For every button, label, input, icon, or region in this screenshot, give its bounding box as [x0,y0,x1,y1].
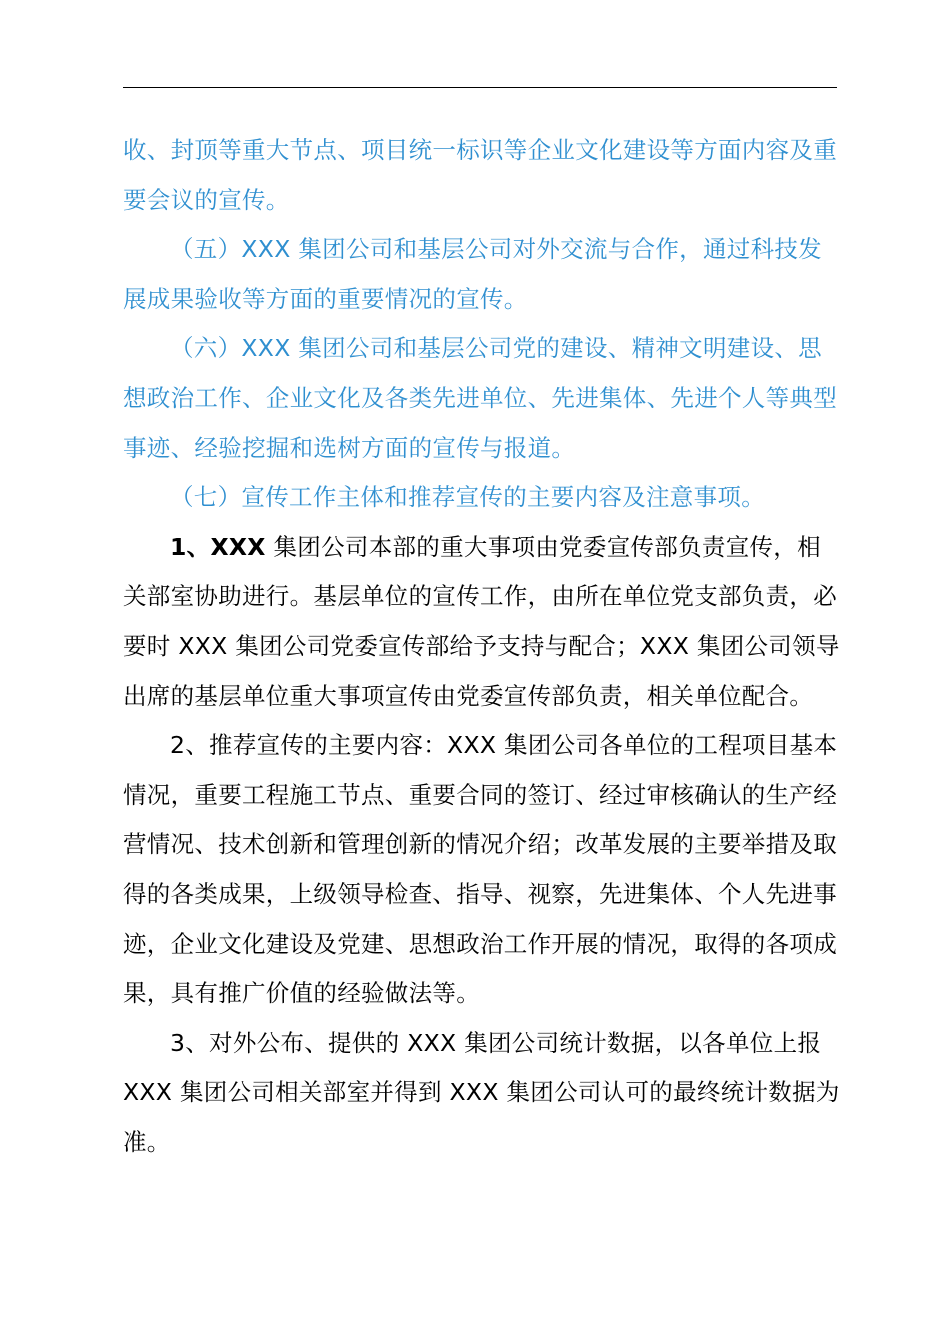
paragraph-text: 集团公司本部的重大事项由党委宣传部负责宣传，相关部室协助进行。基层单位的宣传工作，由所在单位党支部负责，必要时 XXX 集团公司党委宣传部给予支持与配合；XXX 集团公司领导出席的基层单位重大事项宣传由党委宣传部负责，相关单位配合。 [123,532,840,710]
document-body [123,126,843,1167]
paragraph-item-6 [123,324,843,473]
paragraph-point-1 [123,523,843,721]
paragraph-text: （五）XXX 集团公司和基层公司对外交流与合作，通过科技发展成果验收等方面的重要情况的宣传。 [123,235,822,313]
paragraph-item-5 [123,225,843,324]
header-rule [123,87,837,88]
paragraph-text: （七）宣传工作主体和推荐宣传的主要内容及注意事项。 [170,483,765,512]
paragraph-point-2 [123,721,843,1019]
paragraph-text: 2、推荐宣传的主要内容：XXX 集团公司各单位的工程项目基本情况，重要工程施工节点、重要合同的签订、经过审核确认的生产经营情况、技术创新和管理创新的情况介绍；改革发展的主要举措及取得的各类成果，上级领导检查、指导、视察，先进集体、个人先进事迹，企业文化建设及党建、思想政治工作开展的情况，取得的各项成果，具有推广价值的经验做法等。 [123,731,838,1008]
paragraph-item-7 [123,473,843,523]
paragraph-text: （六）XXX 集团公司和基层公司党的建设、精神文明建设、思想政治工作、企业文化及各类先进单位、先进集体、先进个人等典型事迹、经验挖掘和选树方面的宣传与报道。 [123,334,837,462]
paragraph-point-3 [123,1019,843,1168]
paragraph-text: 收、封顶等重大节点、项目统一标识等企业文化建设等方面内容及重要会议的宣传。 [123,136,837,214]
paragraph-continuation [123,126,843,225]
paragraph-text: 3、对外公布、提供的 XXX 集团公司统计数据，以各单位上报 XXX 集团公司相关部室并得到 XXX 集团公司认可的最终统计数据为准。 [123,1028,840,1156]
paragraph-bold-prefix: 1、XXX [170,532,266,561]
